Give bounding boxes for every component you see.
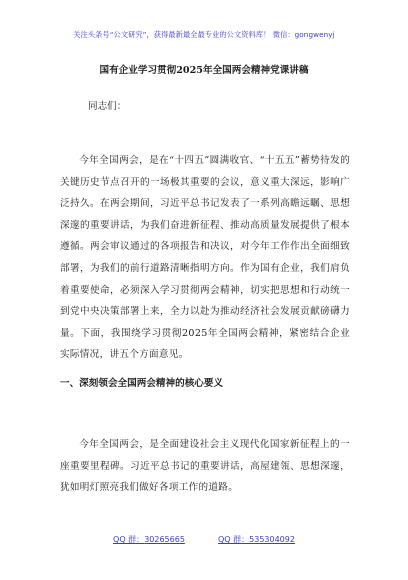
qq-group-number-1[interactable]: 30265665 — [144, 535, 185, 544]
qq-group-label-2: QQ 群： — [218, 535, 250, 544]
qq-group-number-2[interactable]: 535304092 — [249, 535, 295, 544]
promo-banner[interactable]: 关注头条号“公文研究”，获得最新最全最专业的公文资料库！ 微信：gongwenyj — [73, 30, 335, 39]
contact-footer — [0, 534, 408, 545]
body-paragraph: 今年全国两会，是全面建设社会主义现代化国家新征程上的一座重要里程碑。习近平总书记的重要讲话，高屋建瓴、思想深邃，犹如明灯照亮我们做好各项工作的道路。 — [60, 439, 350, 494]
document-title: 国有企业学习贯彻2025年全国两会精神党课讲稿 — [99, 65, 309, 76]
qq-group-label-1: QQ 群： — [113, 535, 145, 544]
section-heading: 一、深刻领会全国两会精神的核心要义 — [60, 378, 224, 389]
intro-paragraph: 今年全国两会，是在“十四五”圆满收官、“十五五”蓄势待发的关键历史节点召开的一场极其重要的会议，意义重大深远，影响广泛持久。在两会期间，习近平总书记发表了一系列高瞻远瞩、思想深邃的重要讲话，为我们奋进新征程、推动高质量发展提供了根本遵循。两会审议通过的各项报告和决议，对今年工作作出全面细致部署，为我们的前行道路清晰指明方向。作为国有企业，我们肩负着重要使命，必须深入学习贯彻两会精神，切实把思想和行动统一到党中央决策部署上来，全力以赴为推动经济社会发展贡献磅礴力量。下面，我围绕学习贯彻2025年全国两会精神，紧密结合企业实际情况，讲五个方面意见。 — [60, 155, 350, 361]
salutation: 同志们： — [88, 101, 127, 112]
